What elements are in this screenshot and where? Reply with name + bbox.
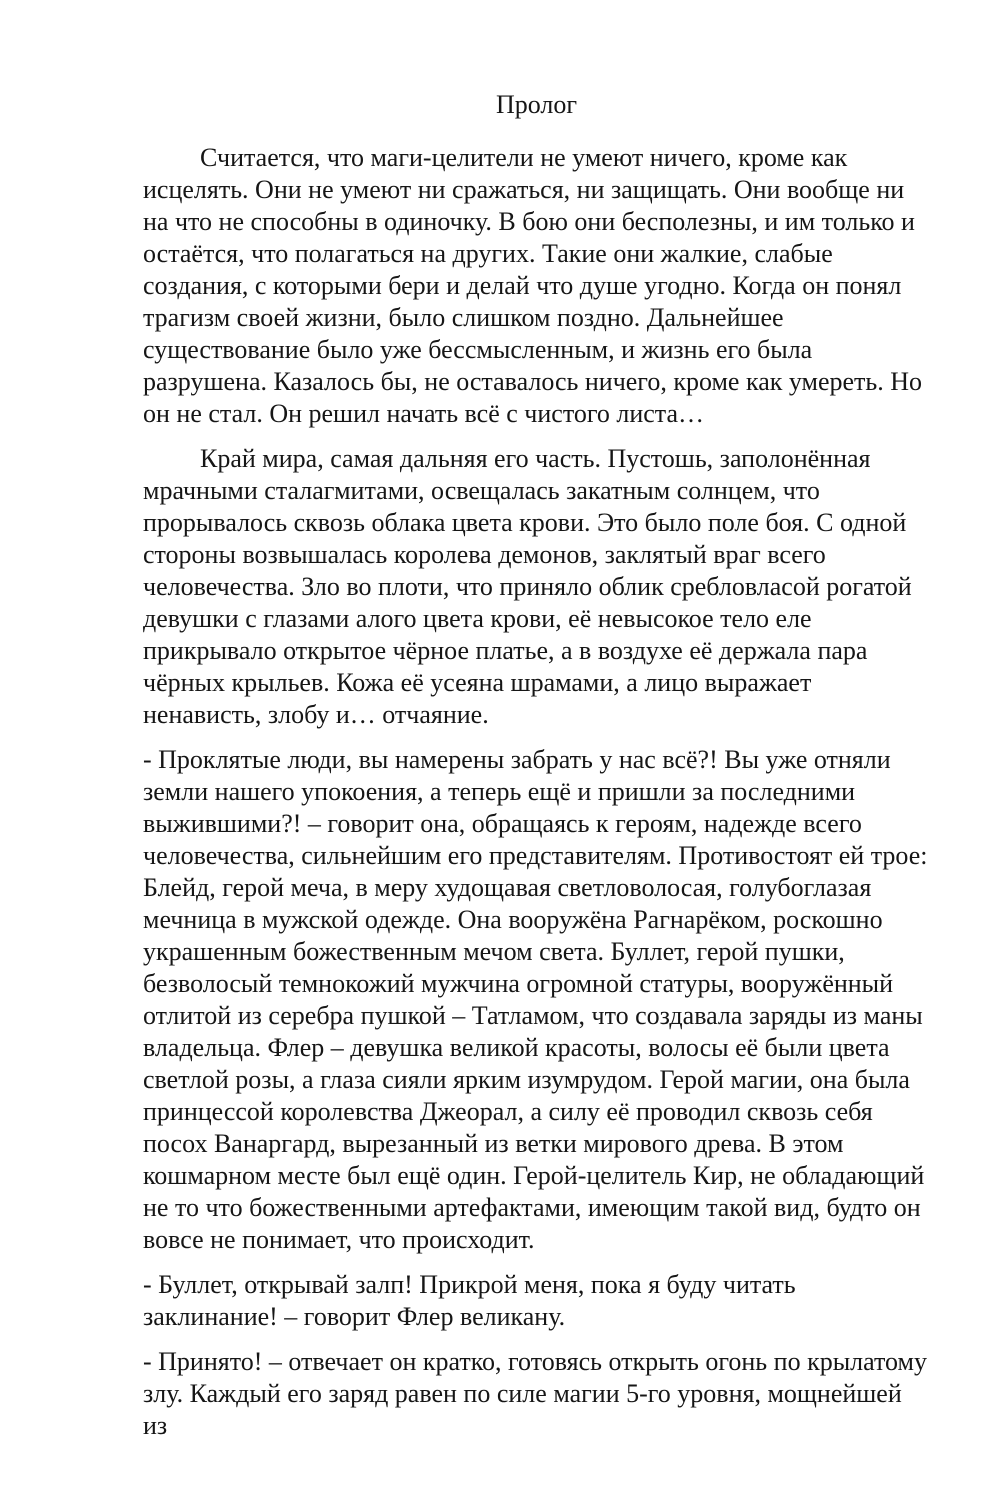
page-title: Пролог [495, 90, 578, 119]
paragraph-dialogue-2: - Буллет, открывай залп! Прикрой меня, пока я буду читать заклинание! – говорит Флер великану. [143, 1270, 796, 1331]
paragraph-narrative-1: Считается, что маги-целители не умеют ничего, кроме как исцелять. Они не умеют ни сражаться, ни защищать. Они вообще ни на что не способны в одиночку. В бою они бесполезны, и им только и остаётся, что полагаться на других. Такие они жалкие, слабые создания, с которыми бери и делай что душе угодно. Когда он понял трагизм своей жизни, было слишком поздно. Дальнейшее существование было уже бессмысленным, и жизнь его была разрушена. Казалось бы, не оставалось ничего, кроме как умереть. Но он не стал. Он решил начать всё с чистого листа… [143, 143, 923, 428]
paragraph-dialogue-3: - Принято! – отвечает он кратко, готовясь открыть огонь по крылатому злу. Каждый его заряд равен по силе магии 5-го уровня, мощнейшей из [143, 1347, 927, 1440]
paragraph-narrative-2: Край мира, самая дальняя его часть. Пустошь, заполонённая мрачными сталагмитами, освещалась закатным солнцем, что прорывалось сквозь облака цвета крови. Это было поле боя. С одной стороны возвышалась королева демонов, заклятый враг всего человечества. Зло во плоти, что приняло облик сребловласой рогатой девушки с глазами алого цвета крови, её невысокое тело еле прикрывало открытое чёрное платье, а в воздухе её держала пара чёрных крыльев. Кожа её усеяна шрамами, а лицо выражает ненависть, злобу и… отчаяние. [143, 444, 912, 729]
paragraph-dialogue-1: - Проклятые люди, вы намерены забрать у нас всё?! Вы уже отняли земли нашего упокоения, а теперь ещё и пришли за последними выжившими?! – говорит она, обращаясь к героям, надежде всего человечества, сильнейшим его представителям. Противостоят ей трое: Блейд, герой меча, в меру худощавая светловолосая, голубоглазая мечница в мужской одежде. Она вооружёна Рагнарёком, роскошно украшенным божественным мечом света. Буллет, герой пушки, безволосый темнокожий мужчина огромной статуры, вооружённый отлитой из серебра пушкой – Татламом, что создавала заряды из маны владельца. Флер – девушка великой красоты, волосы её были цвета светлой розы, а глаза сияли ярким изумрудом. Герой магии, она была принцессой королевства Джеорал, а силу её проводил сквозь себя посох Ванаргард, вырезанный из ветки мирового древа. В этом кошмарном месте был ещё один. Герой-целитель Кир, не обладающий не то что божественными артефактами, имеющим такой вид, будто он вовсе не понимает, что происходит. [143, 745, 928, 1254]
